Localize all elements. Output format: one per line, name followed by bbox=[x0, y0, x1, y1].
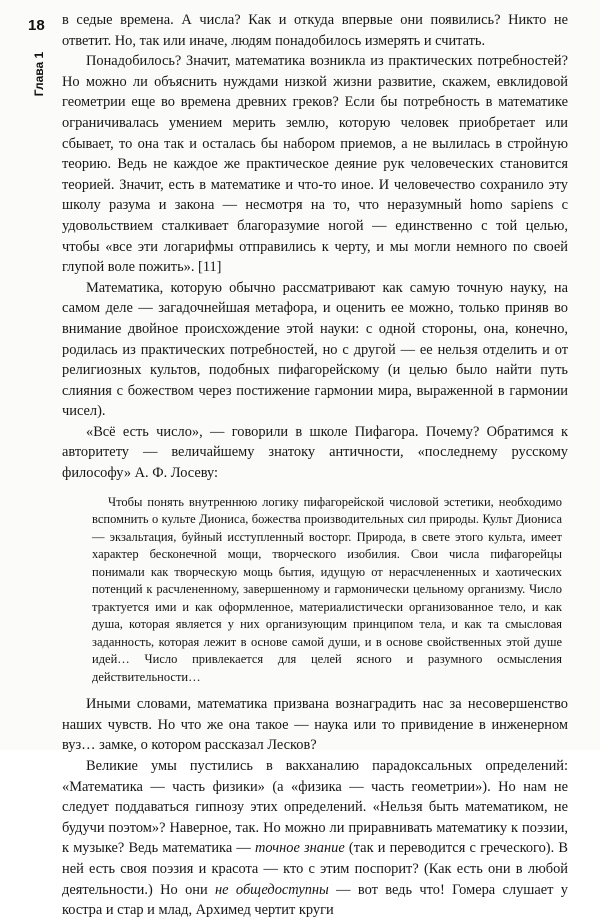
block-quote bbox=[92, 494, 562, 687]
paragraph: Понадобилось? Значит, математика возникла из практических потребностей? Но можно ли объяснить нуждами низкой жизни развитие, скажем, евклидовой геометрии еще во времена древних греков? Если бы потребность в математике ограничивалась умением мерить землю, которую человек приобретает или сбывает, то она так и осталась бы набором приемов, а не вылилась в стройную теорию. Ведь не каждое же практическое деяние рук человеческих становится теорией. Значит, есть в математике и что-то иное. И человечество сохранило эту школу разума и закона — несмотря на то, что неразумный homo sapiens с удовольствием сталкивает благоразумие ногой — единственно с той целью, чтобы «все эти логарифмы отправились к черту, и мы могли немного по своей глупой воле пожить». [11] bbox=[62, 53, 568, 276]
paragraph-with-emphasis bbox=[62, 756, 568, 921]
text-run: Великие умы пустились в вакханалию парадоксальных определений: «Математика — часть физики» (а «физика — часть геометрии»). Но нам не следует поддаваться гипнозу этих определений. «Нельзя быть математиком, не будучи поэтом»? Наверное, так. Но можно ли приравнивать математику к поэзии, к музыке? Ведь математика — bbox=[62, 757, 568, 857]
text-run: (так и переводится с греческого). В ней есть своя поэзия и красота — кто с этим поспорит? (Как есть они в любой деятельности.) Но они bbox=[62, 840, 568, 898]
emphasis-text: точное знание bbox=[255, 840, 345, 857]
chapter-label-text: Глава 1 bbox=[32, 51, 46, 97]
body-text bbox=[62, 10, 568, 921]
paragraph: Иными словами, математика призвана вознаградить нас за несовершенство наших чувств. Но что же она такое — наука или то привидение в инженерном вуз… замке, о котором рассказал Лесков? bbox=[62, 696, 568, 754]
paragraph: в седые времена. А числа? Как и откуда впервые они появились? Никто не ответит. Но, так или иначе, людям понадобилось измерять и считать. bbox=[62, 12, 568, 49]
quote-text: Чтобы понять внутреннюю логику пифагорейской числовой эстетики, необходимо вспомнить о культе Диониса, божества производительных сил природы. Культ Диониса — экзальтация, буйный исступленный восторг. Природа, в свете этого культа, имеет характер бесконечной мощи, творческого изобилия. Свои числа пифагорейцы понимали как творческую мощь бытия, идущую от нерасчлененных и хаотических потенций к расчлененному, завершенному и гармонически цельному организму. Число трактуется ими и как оформленное, материалистически организованное тело, и как душа, которая является у них организующим принципом тела, и как та смысловая заданность, которая лежит в основе самой души, и в основе свойственных этой душе идей… Число привлекается для целей ясного и разумного осмысления действительности… bbox=[92, 494, 562, 684]
chapter-label bbox=[31, 44, 47, 104]
emphasis-text: не общедоступны bbox=[215, 881, 329, 898]
page-number: 18 bbox=[28, 17, 45, 34]
paragraph: Математика, которую обычно рассматривают как самую точную науку, на самом деле — загадочнейшая метафора, и оценить ее можно, только приняв во внимание двойное происхождение этой науки: с одной стороны, она, конечно, родилась из практических потребностей, но с другой — ее нельзя отделить и от религиозных культов, подобных пифагорейскому (и целью было найти путь слияния с божеством через постижение гармонии мира, выраженной в гармонии чисел). bbox=[62, 279, 568, 420]
paragraph: «Всё есть число», — говорили в школе Пифагора. Почему? Обратимся к авторитету — величайшему знатоку античности, «последнему русскому философу» А. Ф. Лосеву: bbox=[62, 423, 568, 482]
text-run: — вот ведь что! Гомера слушает у костра и стар и млад, Архимед чертит круги bbox=[62, 881, 568, 919]
